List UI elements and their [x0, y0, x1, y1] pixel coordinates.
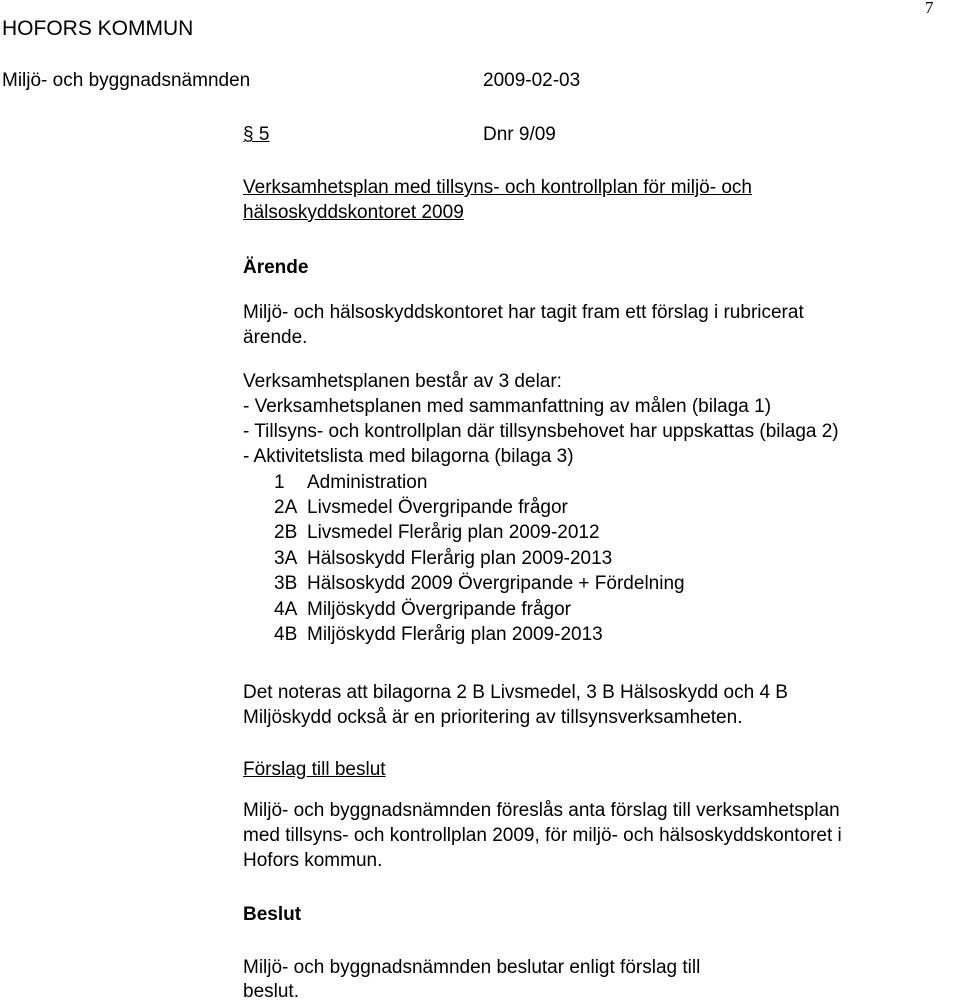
activity-code: 3B [274, 573, 298, 594]
activity-item [274, 520, 600, 545]
proposal-line3: Hofors kommun. [243, 850, 383, 871]
note-line1: Det noteras att bilagorna 2 B Livsmedel, 3 B Hälsoskydd och 4 B [243, 682, 788, 703]
section-title-line2: hälsoskyddskontoret 2009 [243, 202, 464, 223]
proposal-line2: med tillsyns- och kontrollplan 2009, för miljö- och hälsoskyddskontoret i [243, 825, 842, 846]
activity-text: Livsmedel Flerårig plan 2009-2012 [307, 522, 600, 543]
plan-part: - Tillsyns- och kontrollplan där tillsynsbehovet har uppskattas (bilaga 2) [243, 421, 839, 442]
page-number: 7 [925, 0, 934, 17]
organization-name: HOFORS KOMMUN [2, 17, 194, 40]
plan-part: - Aktivitetslista med bilagorna (bilaga 3) [243, 446, 574, 467]
arende-text-line1: Miljö- och hälsoskyddskontoret har tagit fram ett förslag i rubricerat [243, 302, 804, 323]
plan-part: - Verksamhetsplanen med sammanfattning av målen (bilaga 1) [243, 396, 772, 417]
activity-item [274, 470, 427, 495]
note-line2: Miljöskydd också är en prioritering av tillsynsverksamheten. [243, 707, 743, 728]
arende-text-line2: ärende. [243, 327, 308, 348]
activity-item [274, 571, 685, 596]
activity-item [274, 495, 568, 520]
activity-code: 4B [274, 624, 298, 645]
activity-text: Hälsoskydd Flerårig plan 2009-2013 [307, 548, 613, 569]
activity-item [274, 546, 612, 571]
proposal-heading: Förslag till beslut [243, 759, 386, 780]
paragraph-number: § 5 [243, 124, 270, 145]
dnr: Dnr 9/09 [483, 124, 556, 145]
decision-line2: beslut. [243, 981, 299, 1002]
meeting-date: 2009-02-03 [483, 70, 581, 91]
activity-code: 4A [274, 599, 298, 620]
arende-heading: Ärende [243, 257, 309, 278]
activity-item [274, 597, 571, 622]
activity-text: Miljöskydd Flerårig plan 2009-2013 [307, 624, 603, 645]
activity-text: Miljöskydd Övergripande frågor [307, 599, 572, 620]
activity-code: 1 [274, 472, 285, 493]
decision-line1: Miljö- och byggnadsnämnden beslutar enligt förslag till [243, 957, 701, 978]
activity-text: Administration [307, 472, 428, 493]
activity-code: 2B [274, 522, 298, 543]
plan-intro: Verksamhetsplanen består av 3 delar: [243, 371, 562, 392]
proposal-line1: Miljö- och byggnadsnämnden föreslås anta förslag till verksamhetsplan [243, 800, 840, 821]
decision-heading: Beslut [243, 904, 302, 925]
activity-item [274, 622, 603, 647]
activity-text: Hälsoskydd 2009 Övergripande + Fördelning [307, 573, 685, 594]
section-title-line1: Verksamhetsplan med tillsyns- och kontrollplan för miljö- och [243, 177, 752, 198]
activity-code: 2A [274, 497, 298, 518]
board-name: Miljö- och byggnadsnämnden [2, 70, 251, 91]
activity-text: Livsmedel Övergripande frågor [307, 497, 568, 518]
activity-code: 3A [274, 548, 298, 569]
